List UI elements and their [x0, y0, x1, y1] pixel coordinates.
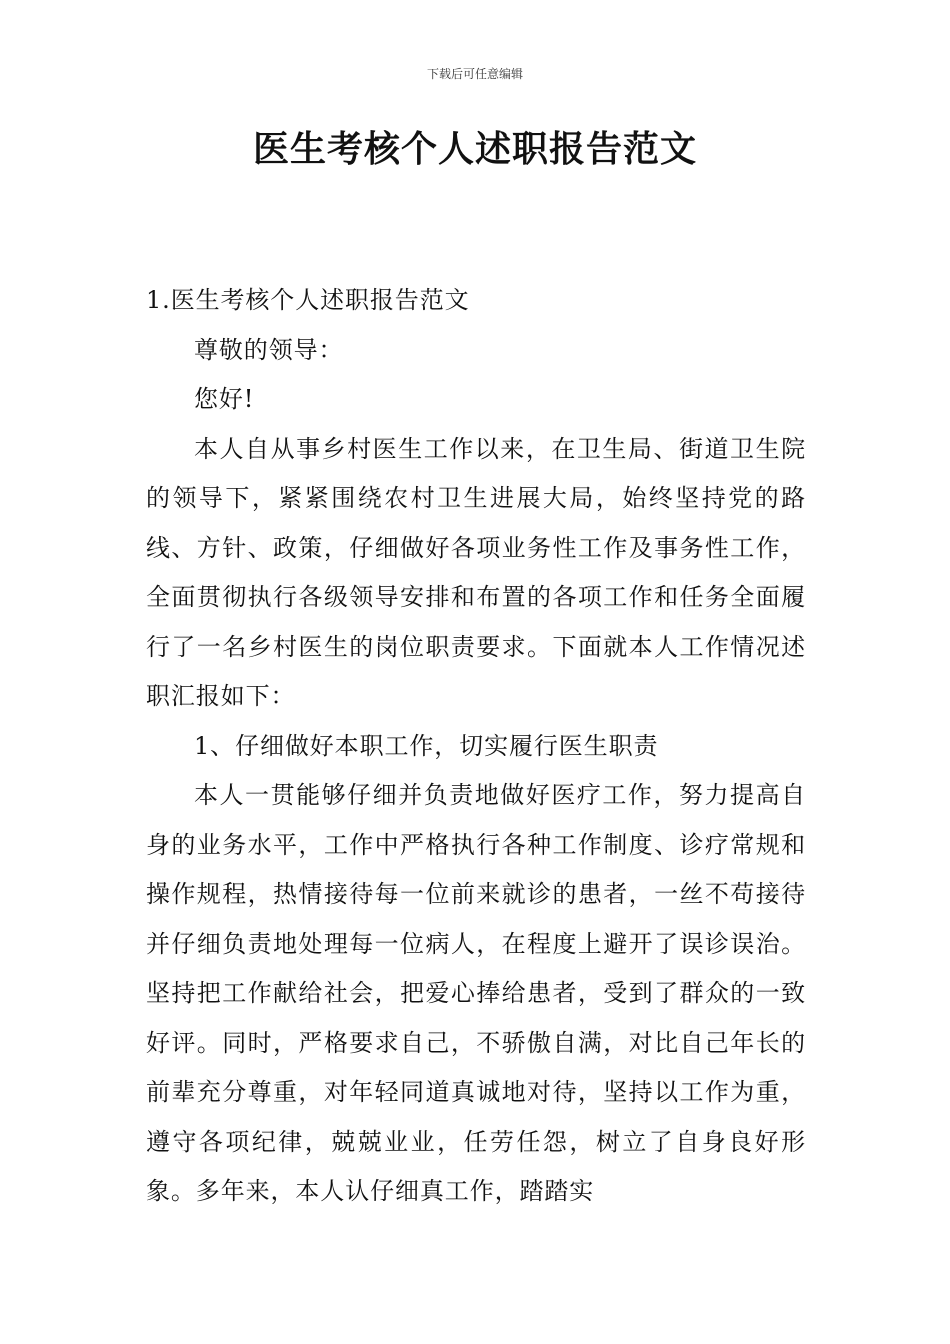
- document-body: [146, 276, 806, 1217]
- intro-paragraph: 本人自从事乡村医生工作以来，在卫生局、街道卫生院的领导下，紧紧围绕农村卫生进展大局，始终坚持党的路线、方针、政策，仔细做好各项业务性工作及事务性工作，全面贯彻执行各级领导安排和布置的各项工作和任务全面履行了一名乡村医生的岗位职责要求。下面就本人工作情况述职汇报如下：: [146, 434, 806, 710]
- body-paragraph: 本人一贯能够仔细并负责地做好医疗工作，努力提高自身的业务水平，工作中严格执行各种工作制度、诊疗常规和操作规程，热情接待每一位前来就诊的患者，一丝不苟接待并仔细负责地处理每一位病人，在程度上避开了误诊误治。坚持把工作献给社会，把爱心捧给患者，受到了群众的一致好评。同时，严格要求自己，不骄傲自满，对比自己年长的前辈充分尊重，对年轻同道真诚地对待，坚持以工作为重，遵守各项纪律，兢兢业业，任劳任怨，树立了自身良好形象。多年来，本人认仔细真工作，踏踏实: [146, 781, 806, 1205]
- document-title: 医生考核个人述职报告范文: [252, 129, 697, 170]
- subsection-heading: 1、仔细做好本职工作，切实履行医生职责: [194, 731, 659, 760]
- header-note: 下载后可任意编辑: [426, 67, 523, 81]
- section-heading: 1.医生考核个人述职报告范文: [146, 286, 470, 314]
- salutation: 尊敬的领导：: [194, 335, 344, 364]
- greeting: 您好!: [194, 385, 255, 413]
